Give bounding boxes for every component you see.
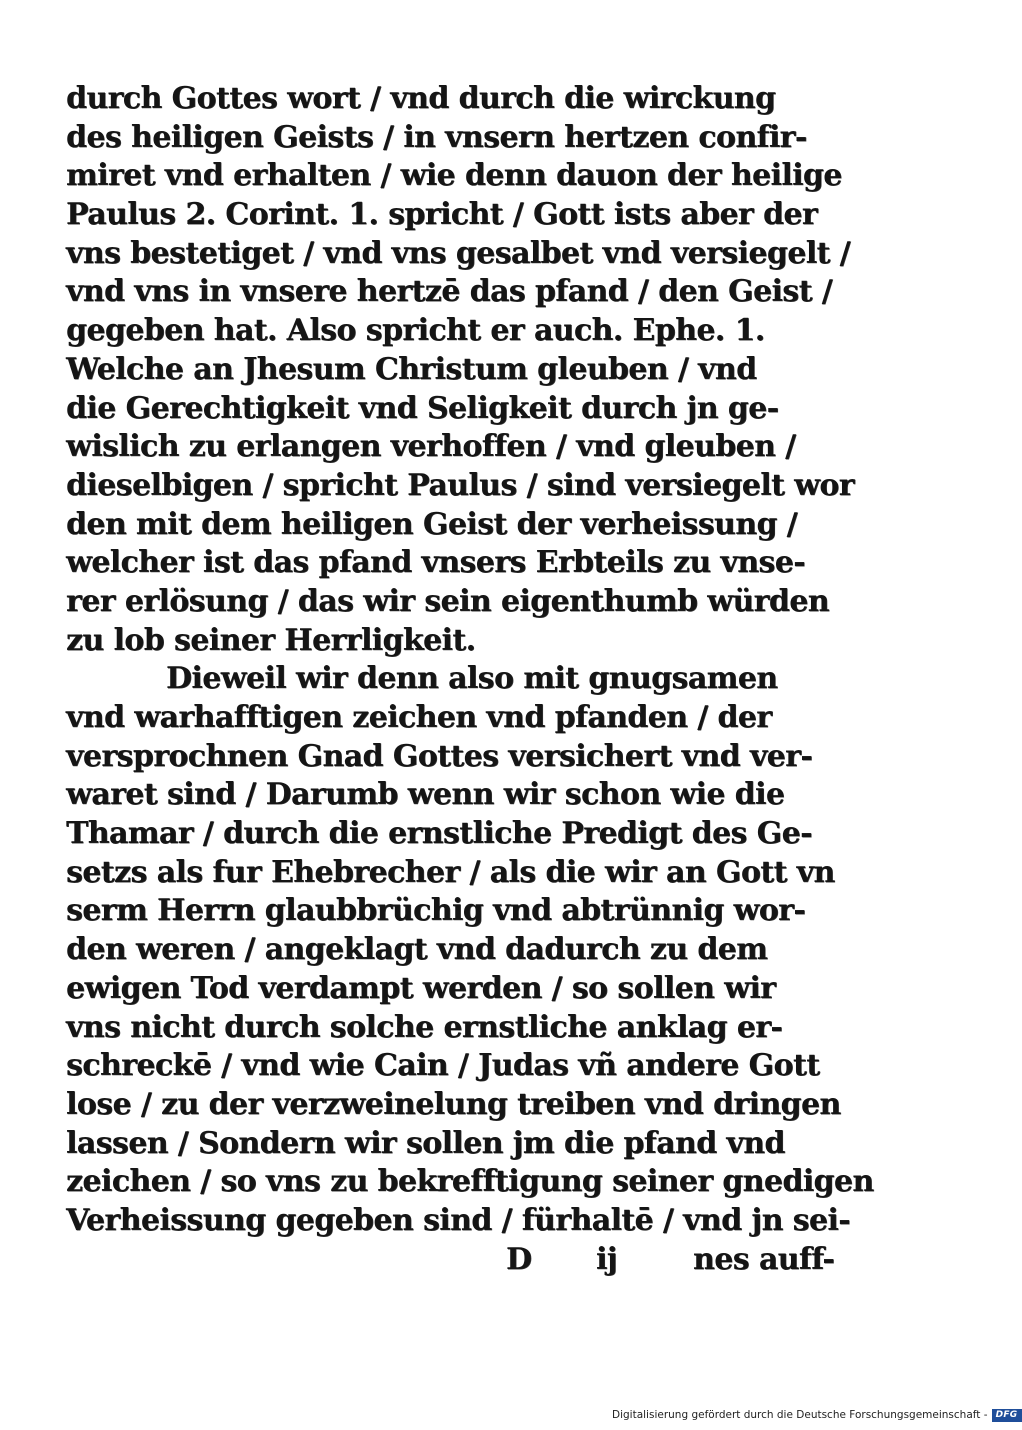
text-line: ewigen Tod verdampt werden / so sollen wir (66, 970, 776, 1006)
text-line: zeichen / so vns zu bekrefftigung seiner gnedigen (66, 1164, 874, 1200)
text-line: die Gerechtigkeit vnd Seligkeit durch jn ge- (66, 390, 779, 426)
text-line: vnd warhafftigen zeichen vnd pfanden / der (66, 700, 772, 735)
dfg-logo: DFG (992, 1409, 1022, 1422)
text-line: den weren / angeklagt vnd dadurch zu dem (66, 932, 768, 968)
text-line: wislich zu erlangen verhoffen / vnd gleuben / (66, 429, 796, 465)
credit-text: Digitalisierung gefördert durch die Deutsche Forschungsgemeinschaft - (612, 1409, 988, 1421)
paragraph-first-line: Dieweil wir denn also mit gnugsamen (166, 661, 778, 697)
text-line: lose / zu der verzweinelung treiben vnd dringen (66, 1086, 841, 1122)
text-line: rer erlösung / das wir sein eigenthumb würden (66, 583, 829, 619)
text-line: vns bestetiget / vnd vns gesalbet vnd versiegelt / (66, 235, 850, 271)
text-line: miret vnd erhalten / wie denn dauon der heilige (66, 158, 842, 194)
text-line: Thamar / durch die ernstliche Predigt des Ge- (66, 816, 812, 852)
text-line: versprochnen Gnad Gottes versichert vnd ver- (66, 738, 813, 774)
catchword: nes auff- (693, 1241, 835, 1277)
text-line: waret sind / Darumb wenn wir schon wie die (66, 777, 785, 813)
text-line: welcher ist das pfand vnsers Erbteils zu vnse- (66, 545, 806, 581)
signature-number: ij (596, 1241, 618, 1277)
text-line: vnd vns in vnsere hertzē das pfand / den Geist / (66, 274, 833, 310)
text-line: gegeben hat. Also spricht er auch. Ephe. 1. (66, 313, 765, 349)
text-line: den mit dem heiligen Geist der verheissung / (66, 506, 798, 542)
text-line: dieselbigen / spricht Paulus / sind versiegelt wor (66, 467, 854, 503)
page-body-text (66, 80, 874, 1279)
text-line: Paulus 2. Corint. 1. spricht / Gott ists aber der (66, 197, 818, 233)
text-line: serm Herrn glaubbrüchig vnd abtrünnig wor- (66, 893, 806, 929)
digitization-credit (612, 1406, 1022, 1424)
signature-mark: D (506, 1241, 532, 1277)
text-line: vns nicht durch solche ernstliche anklag er- (66, 1009, 783, 1045)
text-line: setzs als fur Ehebrecher / als die wir an Gott vn (66, 854, 835, 890)
text-line: des heiligen Geists / in vnsern hertzen confir- (66, 119, 807, 155)
text-line: Verheissung gegeben sind / fürhaltē / vnd jn sei- (66, 1202, 851, 1238)
signature-line (66, 1241, 856, 1280)
text-line: Welche an Jhesum Christum gleuben / vnd (66, 351, 757, 387)
text-line: zu lob seiner Herrligkeit. (66, 622, 476, 658)
text-line: schreckē / vnd wie Cain / Judas vñ andere Gott (66, 1048, 820, 1084)
text-line: durch Gottes wort / vnd durch die wirckung (66, 81, 776, 116)
text-line: lassen / Sondern wir sollen jm die pfand vnd (66, 1125, 785, 1161)
